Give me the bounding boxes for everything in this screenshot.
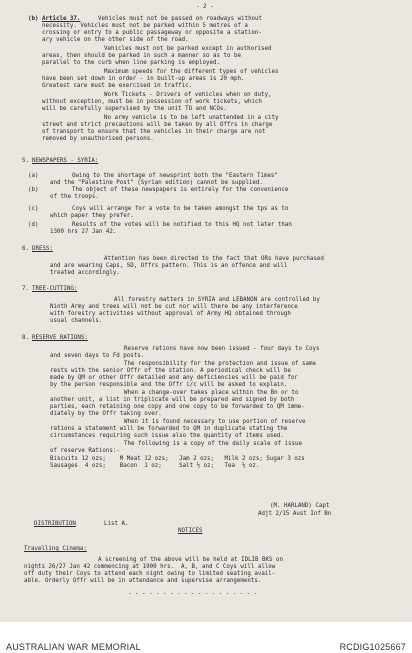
- article-line: ary vehicle on the other side of the road.: [42, 37, 189, 43]
- signature-name: (M. HARLAND) Capt: [270, 503, 330, 509]
- section-number: 6.: [22, 246, 29, 252]
- item-line: and the "Palestine Post" (Syrian edition) cannot be supplied.: [50, 180, 263, 186]
- item-label: (a): [28, 173, 39, 179]
- section-line: The following is a copy of the daily scale of issue: [124, 441, 302, 447]
- item-line: Owing to the shortage of newsprint both the "Eastern Times": [72, 173, 278, 179]
- article-line: Vehicles must not be passed on roadways without: [98, 16, 263, 22]
- section-number: 7.: [22, 286, 29, 292]
- article-line: will be carefully supervised by the unit TO and NCOs.: [42, 106, 227, 112]
- section-line: by the person responsible and the Offr i/c will be asked to explain.: [50, 382, 288, 388]
- article-line: parallel to the curb when line parking is employed.: [42, 60, 220, 66]
- item-label: (b): [28, 187, 39, 193]
- article-title: Article 37.: [42, 16, 81, 22]
- section-line: When a change-over takes place within the Bn or to: [124, 390, 299, 396]
- section-title: TREE-CUTTING:: [32, 286, 78, 292]
- section-line: parties, each retaining one copy and one copy to be forwarded to QM imme-: [50, 404, 305, 410]
- section-line: diately by the Offr taking over.: [50, 411, 162, 417]
- article-line: street and strict precautions will be taken by all Offrs in charge: [42, 122, 273, 128]
- section-line: usual channels.: [50, 318, 103, 324]
- article-line: Greatest care must be exercised in traffic.: [42, 83, 193, 89]
- section-title: RESERVE RATIONS:: [32, 335, 88, 341]
- notice-line: able. Orderly Offr will be in attendance and supervise arrangements.: [24, 578, 262, 584]
- section-title: DRESS:: [32, 246, 53, 252]
- item-label: (c): [28, 206, 39, 212]
- article-line: without exception, must be in possession of work tickets, which: [42, 99, 262, 105]
- notices-title: NOTICES: [178, 528, 203, 534]
- section-number: 5.: [22, 158, 29, 164]
- ration-row: Sausages 4 ozs; Bacon 1 oz; Salt ½ oz; Tea ½ oz.: [50, 463, 260, 469]
- item-line: Results of the votes will be notified to this HQ not later than: [72, 222, 292, 228]
- section-line: circumstances requiring such issue also the quantity of items used.: [50, 433, 284, 439]
- section-line: and are wearing Caps, SD, Offrs pattern. This is an offence and will: [50, 263, 288, 269]
- notice-footer-line: - - - - - - - - - - - - - - - - - - -: [128, 591, 258, 597]
- section-line: rations a statement will be forwarded to QM in duplicate stating the: [50, 426, 288, 432]
- article-number: (b): [28, 16, 39, 22]
- section-line: of reserve Rations:-: [50, 448, 120, 454]
- distribution-label: DISTRIBUTION: [34, 521, 76, 527]
- notice-subtitle: Travelling Cinema:: [24, 546, 87, 552]
- signature-title: Adjt 2/15 Aust Inf Bn: [258, 511, 332, 517]
- notice-line: A screening of the above will be held at IDLIB BKS on: [98, 557, 283, 563]
- item-line: 1300 hrs 27 Jan 42.: [50, 229, 117, 235]
- item-line: of the troops.: [50, 194, 99, 200]
- footer-source: AUSTRALIAN WAR MEMORIAL: [6, 642, 141, 652]
- ration-row: Biscuits 12 ozs; M Meat 12 ozs; Jam 2 ozs; Milk 2 ozs; Sugar 3 ozs: [50, 456, 305, 462]
- footer-id: RCDIG1025667: [339, 642, 406, 652]
- article-line: Maximum speeds for the different types of vehicles: [104, 69, 279, 75]
- article-line: No army vehicle is to be left unattended in a city: [104, 115, 279, 121]
- notice-line: off duty their Coys to attend each night owing to limited seating avail-: [24, 571, 276, 577]
- section-line: rests with the senior Offr of the station. A periodical check will be: [50, 368, 291, 374]
- notice-line: nights 26/27 Jan 42 commencing at 1900 hrs. A, B, and C Coys will allow: [24, 564, 276, 570]
- distribution-value: List A.: [104, 521, 129, 527]
- article-line: removed by unauthorised persons.: [42, 136, 154, 142]
- item-line: which paper they prefer.: [50, 213, 134, 219]
- section-line: with forestry activities without approval of Army HQ obtained through: [50, 311, 291, 317]
- item-line: The object of these newspapers is entirely for the convenience: [72, 187, 289, 193]
- article-line: areas, then should be parked in such a manner so as to be: [42, 53, 241, 59]
- section-title: NEWSPAPERS - SYRIA:: [32, 158, 99, 164]
- section-number: 8.: [22, 335, 29, 341]
- section-line: When it is found necessary to use portion of reserve: [124, 419, 306, 425]
- section-line: treated accordingly.: [50, 270, 120, 276]
- section-line: Reserve rations have now been issued - four days to Coys: [124, 346, 320, 352]
- section-line: and seven days to Fd posts.: [50, 353, 145, 359]
- section-line: Attention has been directed to the fact that ORs have purchased: [104, 256, 324, 262]
- item-line: Coys will arrange for a vote to be taken amongst the tps as to: [72, 206, 289, 212]
- item-label: (d): [28, 222, 39, 228]
- article-line: have been set down in order - in built-up areas is 20 mph.: [42, 76, 245, 82]
- section-line: The responsibility for the protection and issue of same: [124, 361, 316, 367]
- section-line: All forestry matters in SYRIA and LEBANON are controlled by: [114, 297, 320, 303]
- article-line: of transport to ensure that the vehicles in their charge are not: [42, 129, 266, 135]
- article-line: Vehicles must not be parked except in authorised: [104, 46, 272, 52]
- section-line: another unit, a list in triplicate will be prepared and signed by both: [50, 397, 295, 403]
- page-number: - 2 -: [196, 4, 214, 10]
- article-line: crossing or entry to a public passageway or opposite a station-: [42, 30, 262, 36]
- section-line: made by QM or other Offr detailed and any deficiencies will be paid for: [50, 375, 298, 381]
- section-line: Ninth Army and trees will not be cut nor will there be any interference: [50, 304, 298, 310]
- article-line: necessity. Vehicles must not be parked within 5 metres of a: [42, 23, 248, 29]
- article-line: Work Tickets - Drivers of vehicles when on duty,: [104, 92, 272, 98]
